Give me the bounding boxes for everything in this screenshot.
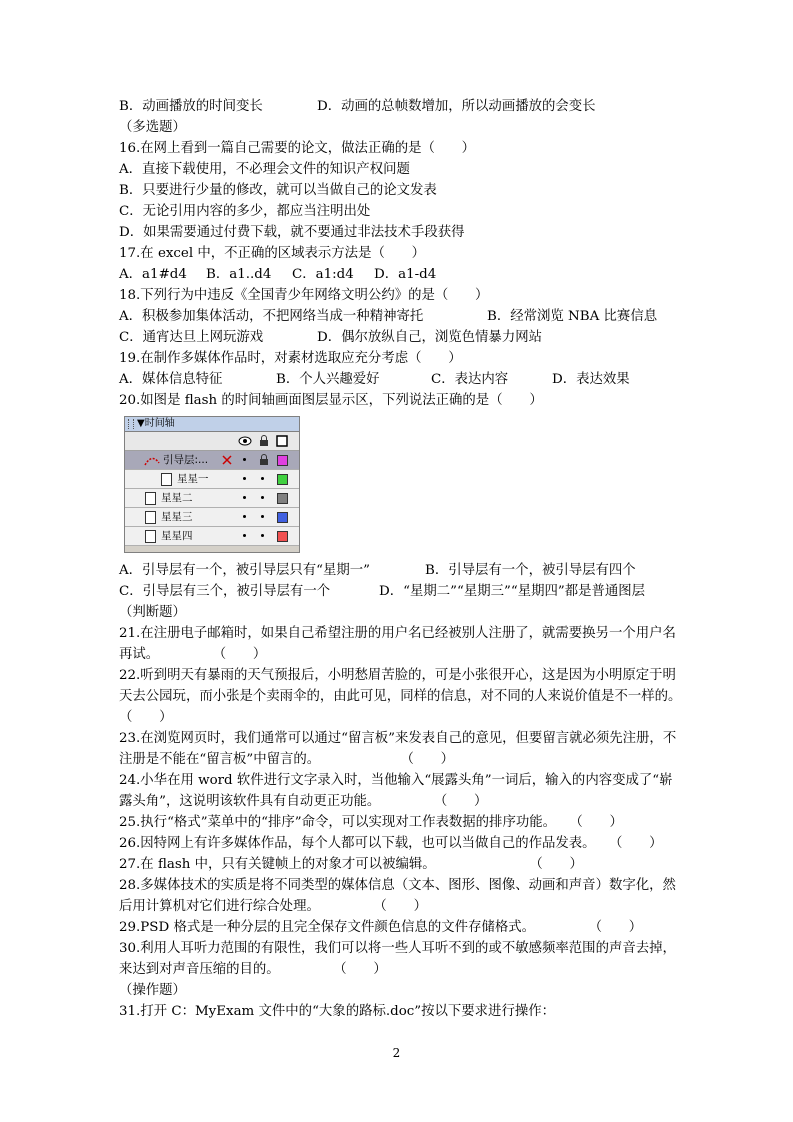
question-21: 21.在注册电子邮箱时，如果自己希望注册的用户名已经被别人注册了，就需要换另一个用户名再试。 （ ） xyxy=(119,626,676,662)
layer-page-icon xyxy=(145,511,156,524)
layer-star-4 xyxy=(125,527,299,546)
lock-dot xyxy=(261,496,264,499)
timeline-title: ▼时间轴 xyxy=(137,418,175,429)
option-b: B．经常浏览 NBA 比赛信息 xyxy=(487,309,658,324)
layer-name: 引导层:... xyxy=(163,454,209,466)
lock-icon xyxy=(259,454,269,466)
option-b: B．引导层有一个，被引导层有四个 xyxy=(425,563,636,578)
option-a: A．媒体信息特征 xyxy=(119,372,223,387)
question-17: 17.在 excel 中，不正确的区域表示方法是（ ） xyxy=(119,246,426,261)
question-30: 30.利用人耳听力范围的有限性，我们可以将一些人耳听不到的或不敏感频率范围的声音去掉，来达到对声音压缩的目的。 （ ） xyxy=(119,941,676,977)
question-31: 31.打开 C：MyExam 文件中的“大象的路标.doc”按以下要求进行操作： xyxy=(119,1004,556,1019)
visibility-dot xyxy=(243,477,246,480)
flash-timeline-panel xyxy=(124,416,300,553)
layer-color-swatch xyxy=(277,455,288,466)
option: C．无论引用内容的多少，都应当注明出处 xyxy=(119,204,371,219)
layer-star-2 xyxy=(125,489,299,508)
layer-page-icon xyxy=(161,473,172,486)
timeline-title-bar xyxy=(125,417,299,432)
options-row xyxy=(119,264,679,285)
option: B．只要进行少量的修改，就可以当做自己的论文发表 xyxy=(119,183,437,198)
outline-icon xyxy=(276,435,288,447)
option: A．直接下载使用，不必理会文件的知识产权问题 xyxy=(119,162,410,177)
option-c: C．引导层有三个，被引导层有一个 xyxy=(119,584,331,599)
section-heading: （多选题） xyxy=(119,120,186,135)
page-number: 2 xyxy=(392,1046,401,1060)
options-row xyxy=(119,327,679,348)
section-heading: （操作题） xyxy=(119,983,186,998)
line xyxy=(119,96,679,117)
layer-name: 星星一 xyxy=(177,473,209,485)
question-26: 26.因特网上有许多媒体作品，每个人都可以下载，也可以当做自己的作品发表。 （ ） xyxy=(119,836,663,851)
option-a: A．a1#d4 xyxy=(119,267,187,282)
lock-dot xyxy=(261,477,264,480)
options-row xyxy=(119,581,679,602)
layer-star-1 xyxy=(125,470,299,489)
option-a: A．积极参加集体活动，不把网络当成一种精神寄托 xyxy=(119,309,424,324)
question-22: 22.听到明天有暴雨的天气预报后，小明愁眉苦脸的，可是小张很开心，这是因为小明原定于明天去公园玩，而小张是个卖雨伞的，由此可见，同样的信息，对不同的人来说价值是不一样的。 （ ） xyxy=(119,668,742,725)
layer-color-swatch xyxy=(277,493,288,504)
options-row xyxy=(119,306,679,327)
question-23: 23.在浏览网页时，我们通常可以通过“留言板”来发表自己的意见，但要留言就必须先注册，不注册是不能在“留言板”中留言的。 （ ） xyxy=(119,731,677,767)
lock-dot xyxy=(261,515,264,518)
layer-name: 星星二 xyxy=(161,492,193,504)
visibility-dot xyxy=(243,458,246,461)
question-24: 24.小华在用 word 软件进行文字录入时，当他输入“展露头角”一词后，输入的内容变成了“崭露头角”，这说明该软件具有自动更正功能。 （ ） xyxy=(119,773,673,809)
visibility-dot xyxy=(243,515,246,518)
lock-dot xyxy=(261,534,264,537)
visibility-dot xyxy=(243,496,246,499)
question-19: 19.在制作多媒体作品时，对素材选取应充分考虑（ ） xyxy=(119,351,462,366)
grip-icon xyxy=(128,419,134,429)
layer-star-3 xyxy=(125,508,299,527)
option: D．如果需要通过付费下载，就不要通过非法技术手段获得 xyxy=(119,225,465,240)
option-a: A．引导层有一个，被引导层只有“星期一” xyxy=(119,563,371,578)
pencil-crossed-icon xyxy=(221,454,233,466)
document-body xyxy=(119,96,742,1022)
layer-color-swatch xyxy=(277,531,288,542)
option-b: B．a1..d4 xyxy=(206,267,272,282)
option-d: D．a1-d4 xyxy=(374,267,437,282)
option-c: C．通宵达旦上网玩游戏 xyxy=(119,330,264,345)
guide-layer-icon xyxy=(143,453,161,467)
options-row xyxy=(119,560,679,581)
layer-name: 星星四 xyxy=(161,530,193,542)
question-20: 20.如图是 flash 的时间轴画面图层显示区，下列说法正确的是（ ） xyxy=(119,393,543,408)
option-d: D．动画的总帧数增加，所以动画播放的会变长 xyxy=(317,99,596,114)
question-18: 18.下列行为中违反《全国青少年网络文明公约》的是（ ） xyxy=(119,288,489,303)
layer-color-swatch xyxy=(277,512,288,523)
section-heading: （判断题） xyxy=(119,605,186,620)
options-row xyxy=(119,369,679,390)
question-28: 28.多媒体技术的实质是将不同类型的媒体信息（文本、图形、图像、动画和声音）数字化，然后用计算机对它们进行综合处理。 （ ） xyxy=(119,878,676,914)
option-d: D．偶尔放纵自己，浏览色情暴力网站 xyxy=(317,330,542,345)
layer-page-icon xyxy=(145,530,156,543)
question-27: 27.在 flash 中，只有关键帧上的对象才可以被编辑。 （ ） xyxy=(119,857,583,872)
layer-color-swatch xyxy=(277,474,288,485)
question-25: 25.执行“格式”菜单中的“排序”命令，可以实现对工作表数据的排序功能。 （ ） xyxy=(119,815,623,830)
lock-icon xyxy=(259,435,269,447)
layer-page-icon xyxy=(145,492,156,505)
option-c: C．a1:d4 xyxy=(292,267,354,282)
option-b: B．个人兴趣爱好 xyxy=(276,372,380,387)
option-c: C．表达内容 xyxy=(431,372,509,387)
timeline-header xyxy=(125,432,299,451)
question-16: 16.在网上看到一篇自己需要的论文，做法正确的是（ ） xyxy=(119,141,476,156)
question-29: 29.PSD 格式是一种分层的且完全保存文件颜色信息的文件存储格式。 （ ） xyxy=(119,920,643,935)
layer-guide xyxy=(125,451,299,470)
option-d: D．“星期二”“星期三”“星期四”都是普通图层 xyxy=(379,584,646,599)
layer-name: 星星三 xyxy=(161,511,193,523)
eye-icon xyxy=(238,435,252,447)
option-d: D．表达效果 xyxy=(552,372,630,387)
option-b: B．动画播放的时间变长 xyxy=(119,99,263,114)
visibility-dot xyxy=(243,534,246,537)
